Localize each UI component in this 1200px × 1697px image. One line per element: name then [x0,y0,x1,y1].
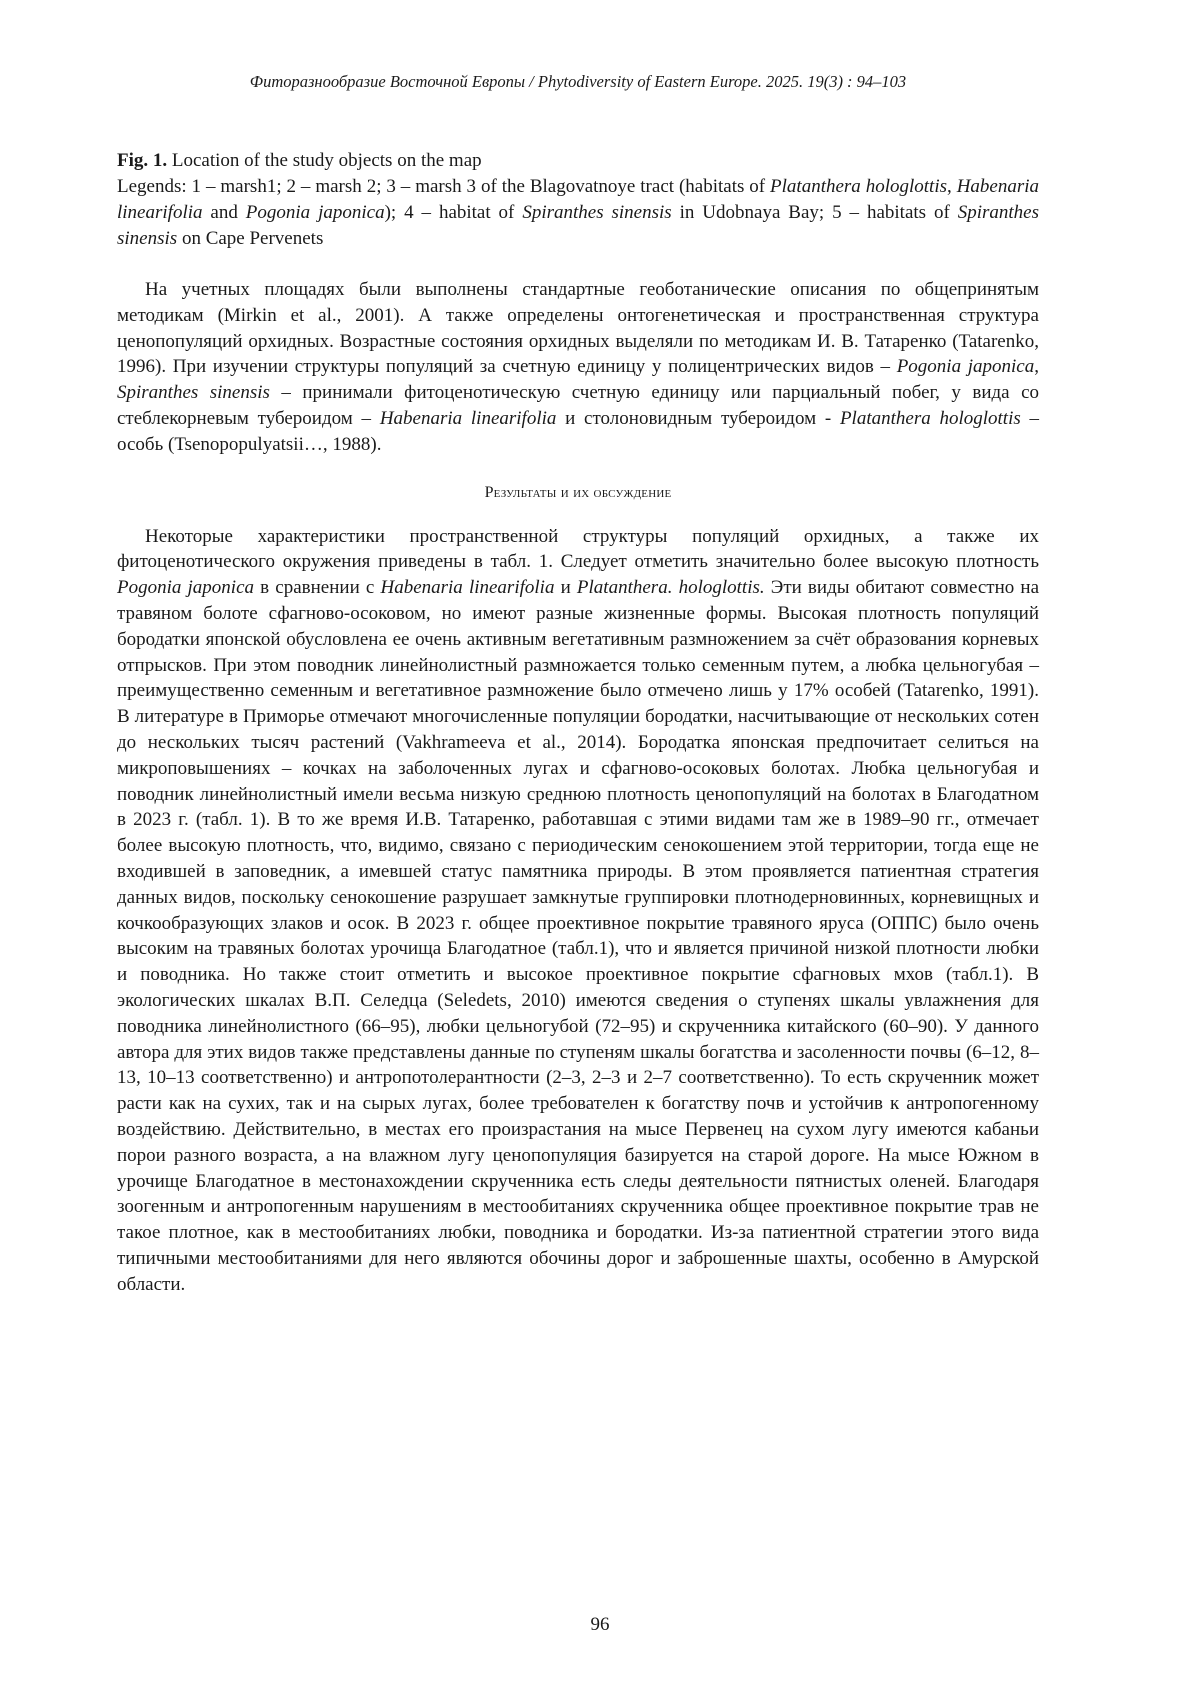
species-name-italic: Spiranthes sinensis [522,202,671,223]
section-heading: Результаты и их обсуждение [117,484,1039,502]
species-name-italic: Spiranthes sinensis [117,202,1039,249]
species-name-italic: Spiranthes sinensis [117,382,270,403]
species-name-italic: Habenaria linearifolia [117,176,1039,223]
methods-paragraph: На учетных площадях были выполнены стандартные геоботанические описания по общепринятым методикам (Mirkin et al., 2001). А также определены онтогенетическая и пространственная структура ценопопуляций орхидных. Возрастные состояния орхидных выделяли по методикам И. В. Татаренко (Tatarenko, 1996). При изучении структуры популяций за счетную единицу у полицентрических видов – Pogonia japonica, Spiranthes sinensis – принимали фитоценотическую счетную единицу или парциальный побег, у вида со стеблекорневым тубероидом – Habenaria linearifolia и столоновидным тубероидом - Platanthera hologlottis – особь (Tsenopopulyatsii…, 1988). [117,277,1039,458]
species-name-italic: Habenaria linearifolia [380,577,554,598]
species-name-italic: Platanthera hologlottis [770,176,947,197]
figure-label: Fig. 1. [117,150,167,171]
species-name-italic: Habenaria linearifolia [380,408,557,429]
species-name-italic: Pogonia japonica [246,202,385,223]
species-name-italic: Pogonia japonica [117,577,254,598]
figure-legend: Legends: 1 – marsh1; 2 – marsh 2; 3 – marsh 3 of the Blagovatnoye tract (habitats of Platanthera hologlottis, Habenaria linearifolia and Pogonia japonica); 4 – habitat of Spiranthes sinensis in Udobnaya Bay; 5 – habitats of Spiranthes sinensis on Cape Pervenets [117,174,1039,252]
running-header: Фиторазнообразие Восточной Европы / Phytodiversity of Eastern Europe. 2025. 19(3) : 94–103 [117,72,1039,92]
species-name-italic: Platanthera hologlottis [840,408,1021,429]
page-number: 96 [0,1614,1200,1636]
page-body [117,60,1039,1297]
figure-caption [117,148,1039,252]
figure-title: Location of the study objects on the map [172,150,482,171]
results-paragraph: Некоторые характеристики пространственной структуры популяций орхидных, а также их фитоценотического окружения приведены в табл. 1. Следует отметить значительно более высокую плотность Pogonia japonica в сравнении с Habenaria linearifolia и Platanthera. hologlottis. Эти виды обитают совместно на травяном болоте сфагново-осоковом, но имеют разные жизненные формы. Высокая плотность популяций бородатки японской обусловлена ее очень активным вегетативным размножением за счёт образования корневых отпрысков. При этом поводник линейнолистный размножается только семенным путем, а любка цельногубая – преимущественно семенным и вегетативное размножение было отмечено лишь у 17% особей (Tatarenko, 1991). В литературе в Приморье отмечают многочисленные популяции бородатки, насчитывающие от нескольких сотен до нескольких тысяч растений (Vakhrameeva et al., 2014). Бородатка японская предпочитает селиться на микроповышениях – кочках на заболоченных лугах и сфагново-осоковых болотах. Любка цельногубая и поводник линейнолистный имели весьма низкую среднюю плотность ценопопуляций на болотах в Благодатном в 2023 г. (табл. 1). В то же время И.В. Татаренко, работавшая с этими видами там же в 1989–90 гг., отмечает более высокую плотность, что, видимо, связано с периодическим сенокошением этой территории, тогда еще не входившей в заповедник, а имевшей статус памятника природы. В этом проявляется патиентная стратегия данных видов, поскольку сенокошение разрушает замкнутые группировки плотнодерновинных, корневищных и кочкообразующих злаков и осок. В 2023 г. общее проективное покрытие травяного яруса (ОППС) было очень высоким на травяных болотах урочища Благодатное (табл.1), что и является причиной низкой плотности любки и поводника. Но также стоит отметить и высокое проективное покрытие сфагновых мхов (табл.1). В экологических шкалах В.П. Селедца (Seledets, 2010) имеются сведения о ступенях шкалы увлажнения для поводника линейнолистного (66–95), любки цельногубой (72–95) и скрученника китайского (60–90). У данного автора для этих видов также представлены данные по ступеням шкалы богатства и засоленности почвы (6–12, 8–13, 10–13 соответственно) и антропотолерантности (2–3, 2–3 и 2–7 соответственно). То есть скрученник может расти как на сухих, так и на сырых лугах, более требователен к богатству почв и устойчив к антропогенному воздействию. Действительно, в местах его произрастания на мысе Первенец на сухом лугу имеются кабаньи порои разного возраста, а на влажном лугу ценопопуляция базируется на старой дороге. На мысе Южном в урочище Благодатное в местонахождении скрученника есть следы деятельности пятнистых оленей. Благодаря зоогенным и антропогенным нарушениям в местообитаниях скрученника общее проективное покрытие трав не такое плотное, как в местообитаниях любки, поводника и бородатки. Из-за патиентной стратегии этого вида типичными местообитаниями для него являются обочины дорог и заброшенные шахты, особенно в Амурской области. [117,524,1039,1298]
species-name-italic: Platanthera. hologlottis. [577,577,765,598]
species-name-italic: Pogonia japonica [897,356,1035,377]
figure-caption-title-line [117,148,1039,174]
